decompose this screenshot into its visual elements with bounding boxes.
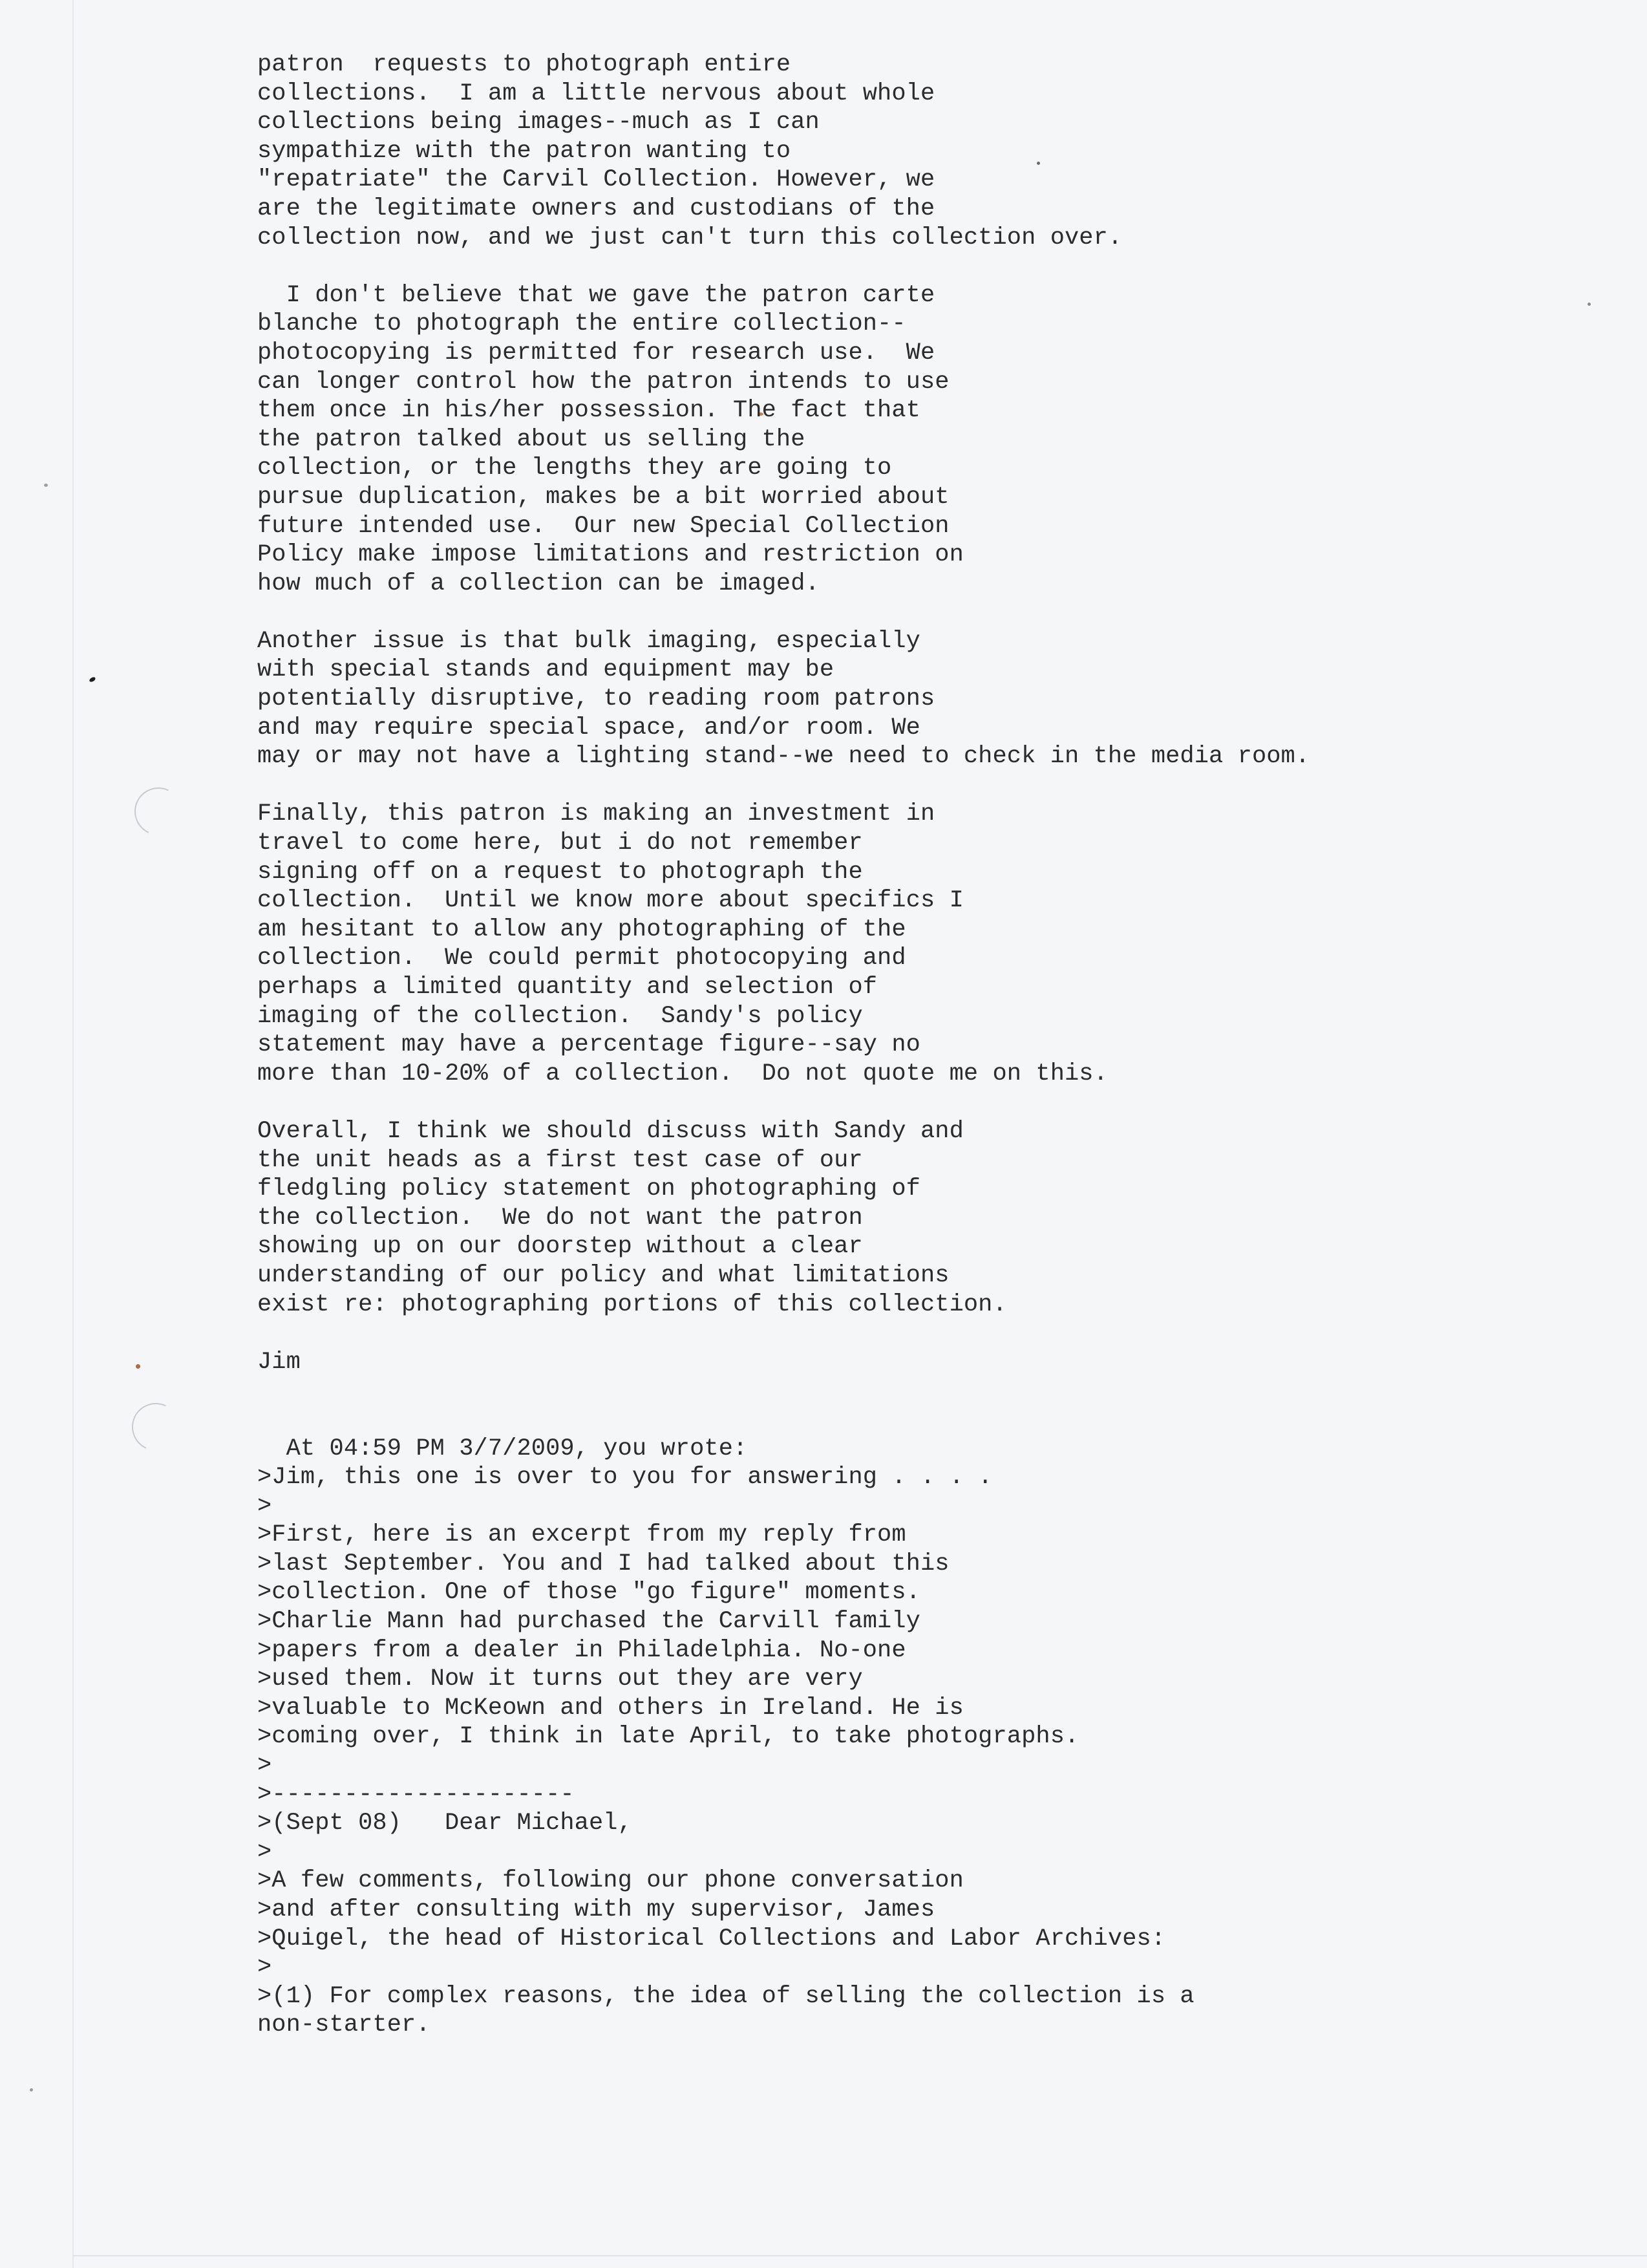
punch-hole-mark <box>125 1396 187 1458</box>
scan-speck <box>30 2088 33 2091</box>
email-body-text: patron requests to photograph entire collections. I am a little nervous about whole collections being images--much as I can sympathize with the patron wanting to "repatriate" the Carvil Collection. However, we are the legitimate owners and custodians of the collection now, and we just can't turn this collection over. I don't believe that we gave the patron carte blanche to photograph the entire collection-- photocopying is permitted for research use. We can longer control how the patron intends to use them once in his/her possession. The fact that the patron talked about us selling the collection, or the lengths they are going to pursue duplication, makes be a bit worried about future intended use. Our new Special Collection Policy make impose limitations and restriction on how much of a collection can be imaged. Another issue is that bulk imaging, especially with special stands and equipment may be potentially disruptive, to reading room patrons and may require special space, and/or room. We may or may not have a lighting stand--we need to check in the media room. Finally, this patron is making an investment in travel to come here, but i do not remember signing off on a request to photograph the collection. Until we know more about specifics I am hesitant to allow any photographing of the collection. We could permit photocopying and perhaps a limited quantity and selection of imaging of the collection. Sandy's policy statement may have a percentage figure--say no more than 10-20% of a collection. Do not quote me on this. Overall, I think we should discuss with Sandy and the unit heads as a first test case of our fledgling policy statement on photographing of the collection. We do not want the patron showing up on our doorstep without a clear understanding of our policy and what limitations exist re: photographing portions of this collection. Jim At 04:59 PM 3/7/2009, you wrote: >Jim, this one is over to you for answering . . . . > >First, here is an excerpt from my reply from >last September. You and I had talked about this >collection. One of those "go figure" moments. >Charlie Mann had purchased the Carvill family >papers from a dealer in Philadelphia. No-one >used them. Now it turns out they are very >valuable to McKeown and others in Ireland. He is >coming over, I think in late April, to take photographs. > >--------------------- >(Sept 08) Dear Michael, > >A few comments, following our phone conversation >and after consulting with my supervisor, James >Quigel, the head of Historical Collections and Labor Archives: > >(1) For complex reasons, the idea of selling the collection is a non-starter. <box>257 51 1310 2039</box>
page-bottom-edge <box>72 2255 1647 2256</box>
punch-hole-mark <box>128 781 189 842</box>
scan-speck <box>136 1364 140 1369</box>
scan-speck <box>89 676 96 683</box>
scan-speck <box>44 484 48 487</box>
scan-speck <box>1588 303 1591 306</box>
page-left-edge <box>72 0 74 2268</box>
